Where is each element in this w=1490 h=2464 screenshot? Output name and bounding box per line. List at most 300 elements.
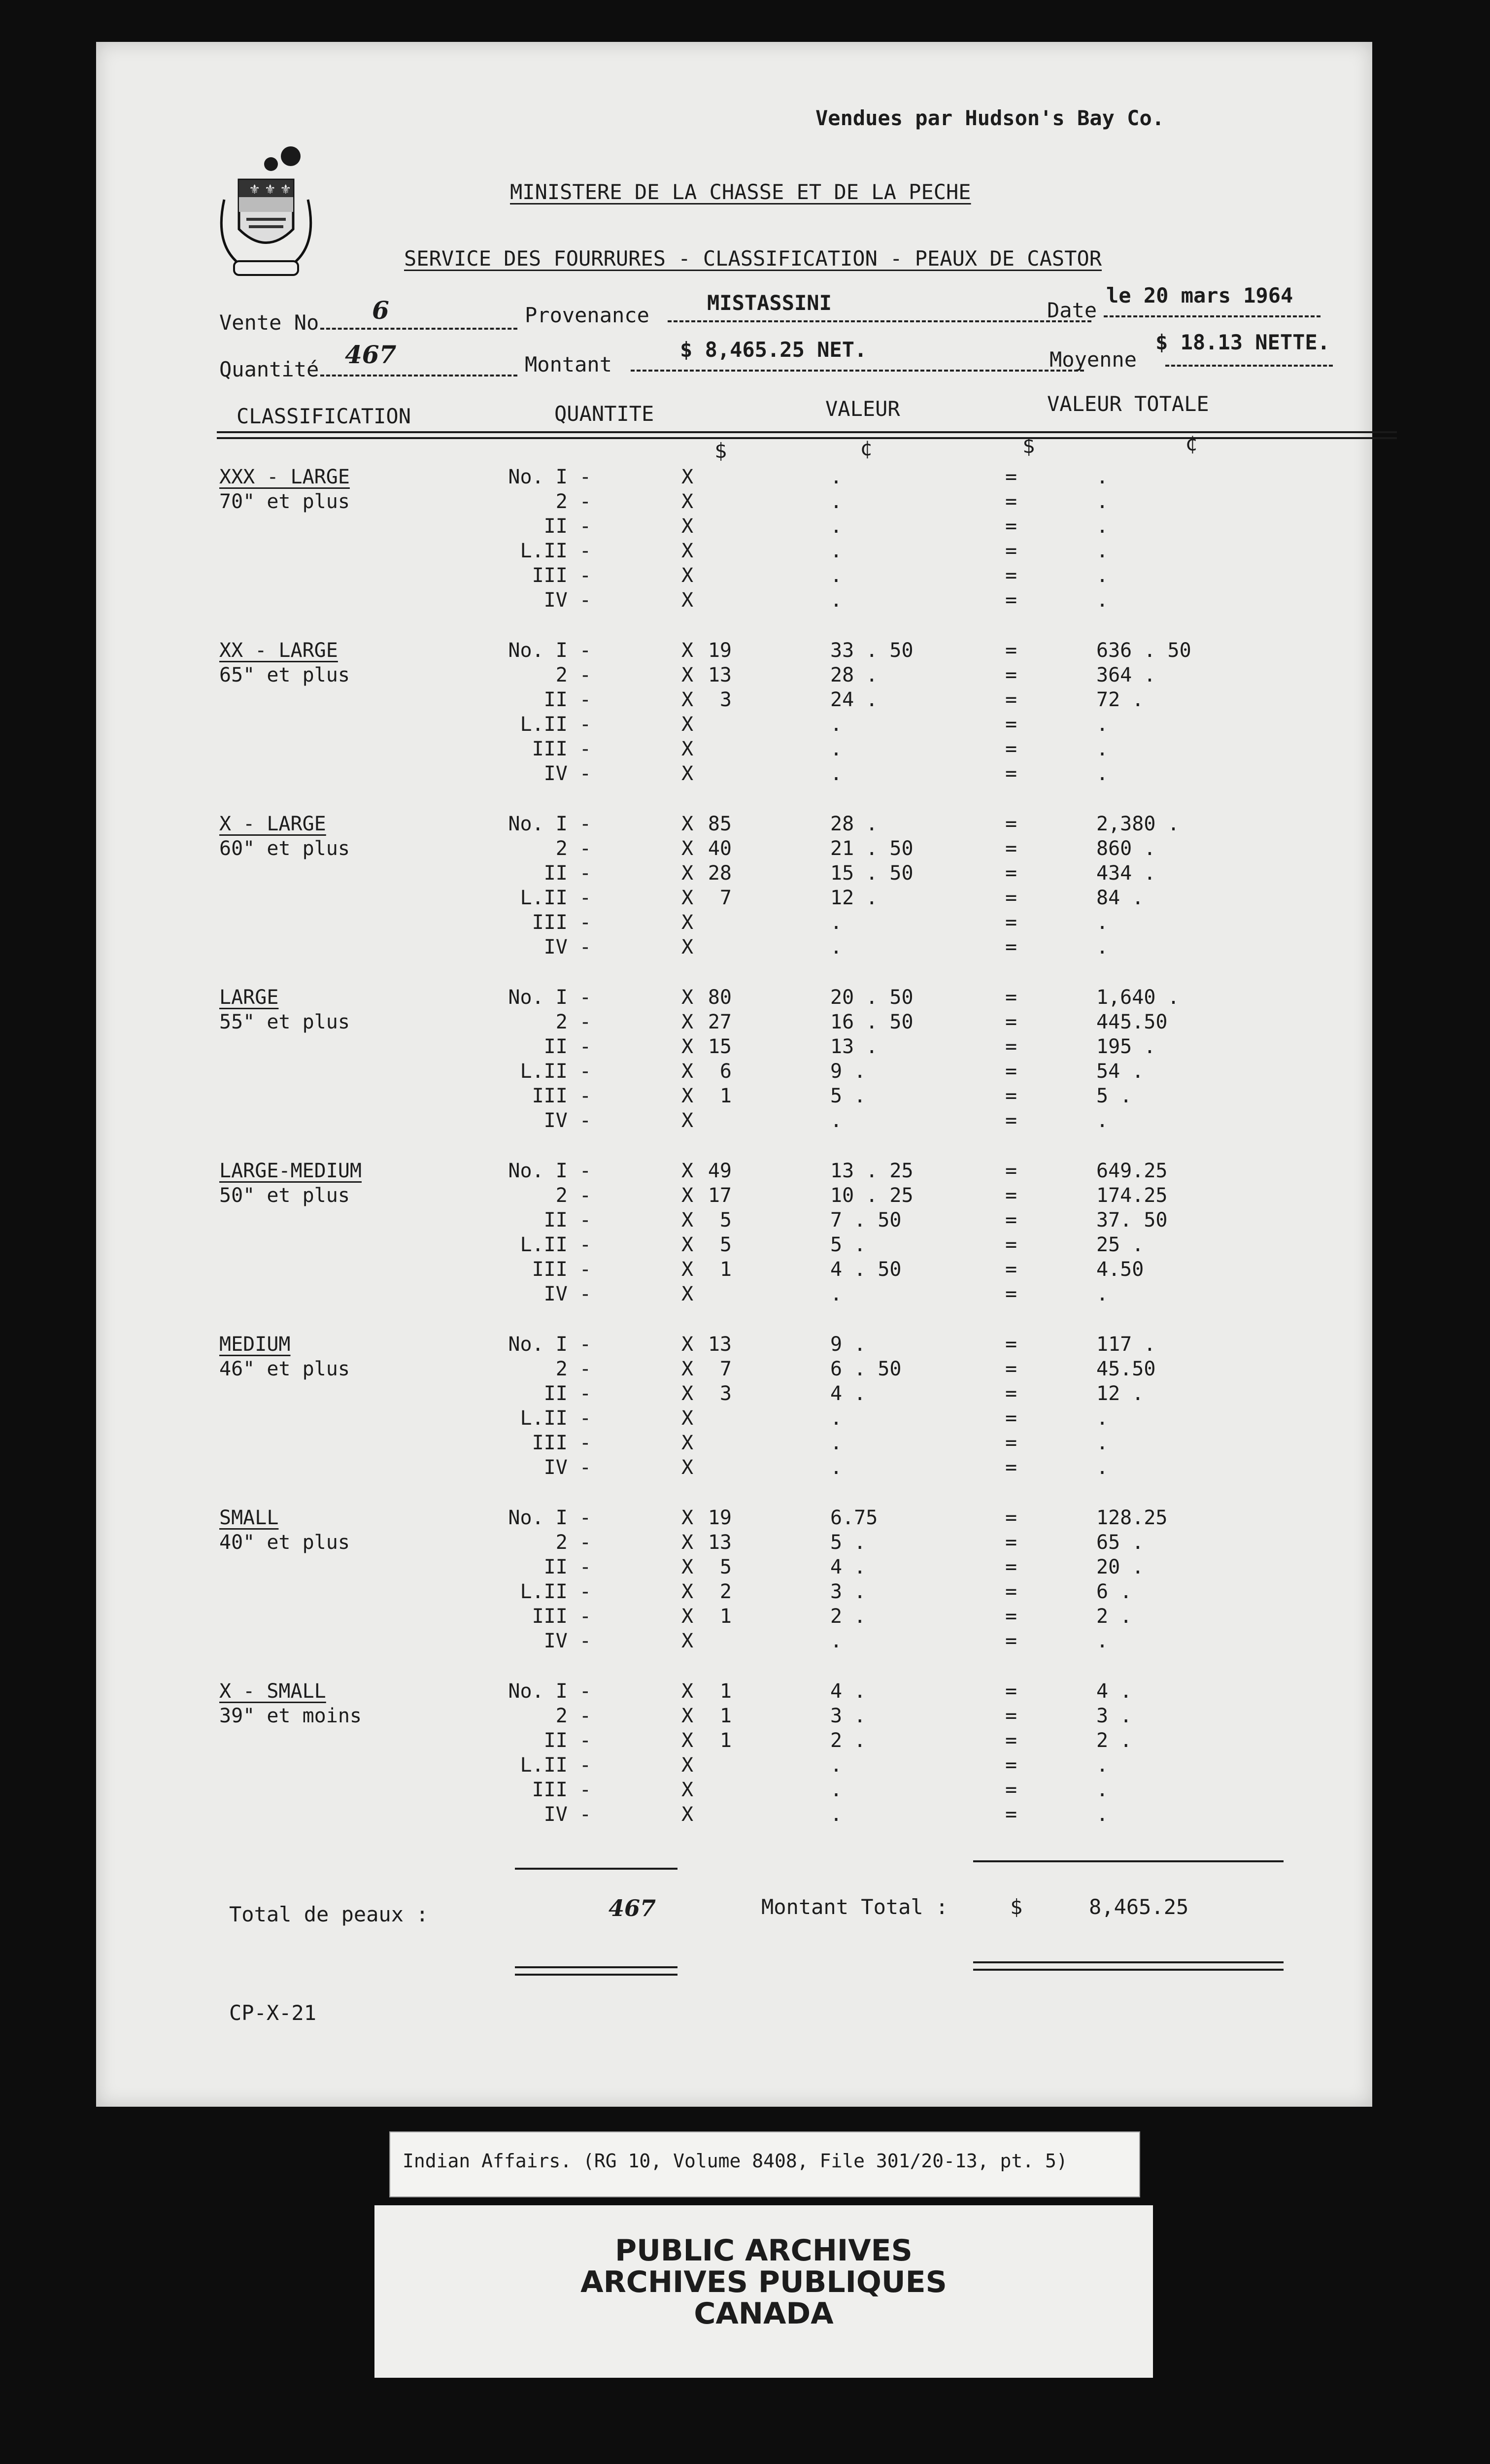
group-size: 39" et moins [219, 1705, 362, 1727]
table-row [96, 1432, 1372, 1456]
grade-cell: No. I - [508, 639, 591, 662]
times-cell: X [681, 639, 694, 662]
table-row [96, 813, 1372, 837]
table-row [96, 1184, 1372, 1209]
times-cell: X [681, 1580, 694, 1603]
amount-sum-rule [973, 1860, 1284, 1862]
grade-cell: II - [543, 1729, 591, 1752]
value-cell: . [830, 490, 843, 513]
total-cell: . [1096, 1754, 1109, 1777]
grade-cell: No. I - [508, 466, 591, 488]
value-cell: . [830, 540, 843, 562]
equals-cell: = [1005, 490, 1017, 513]
group-title: X - LARGE [219, 813, 326, 835]
ministry-title: MINISTERE DE LA CHASSE ET DE LA PECHE [510, 180, 971, 204]
quantity-cell: 80 [708, 986, 732, 1009]
equals-cell: = [1005, 1506, 1017, 1529]
total-cell: 636 . 50 [1096, 639, 1191, 662]
montant-total-label: Montant Total : [761, 1895, 948, 1919]
value-cell: 13 . 25 [830, 1160, 914, 1182]
grade-cell: II - [543, 862, 591, 885]
times-cell: X [681, 490, 694, 513]
grade-cell: 2 - [555, 664, 591, 686]
group-title: LARGE [219, 986, 279, 1009]
table-row [96, 664, 1372, 688]
table-row [96, 515, 1372, 540]
quantity-cell: 19 [708, 639, 732, 662]
value-cell: 20 . 50 [830, 986, 914, 1009]
grade-cell: No. I - [508, 1506, 591, 1529]
reference-label [389, 2131, 1140, 2197]
group-size: 60" et plus [219, 837, 350, 860]
value-cell: 28 . [830, 813, 878, 835]
quantity-cell: 7 [719, 1358, 732, 1380]
svg-text:⚜ ⚜ ⚜: ⚜ ⚜ ⚜ [249, 182, 292, 197]
grade-cell: III - [532, 738, 591, 760]
equals-cell: = [1005, 887, 1017, 909]
value-cell: 4 . [830, 1382, 866, 1405]
total-cell: . [1096, 1779, 1109, 1801]
equals-cell: = [1005, 1060, 1017, 1083]
table-row [96, 1605, 1372, 1630]
table-row [96, 1233, 1372, 1258]
table-row [96, 1011, 1372, 1035]
quantity-cell: 40 [708, 837, 732, 860]
group-title: MEDIUM [219, 1333, 291, 1356]
times-cell: X [681, 1382, 694, 1405]
equals-cell: = [1005, 1705, 1017, 1727]
value-cell: . [830, 1283, 843, 1305]
equals-cell: = [1005, 589, 1017, 612]
value-cell: . [830, 738, 843, 760]
equals-cell: = [1005, 639, 1017, 662]
total-cent-sign: ¢ [1185, 431, 1198, 455]
times-cell: X [681, 1729, 694, 1752]
table-row [96, 589, 1372, 614]
grade-cell: No. I - [508, 986, 591, 1009]
total-cell: 6 . [1096, 1580, 1132, 1603]
quantity-cell: 28 [708, 862, 732, 885]
total-cell: 364 . [1096, 664, 1156, 686]
table-row [96, 490, 1372, 515]
total-cell: 37. 50 [1096, 1209, 1168, 1232]
total-cell: . [1096, 540, 1109, 562]
grade-cell: L.II - [520, 540, 591, 562]
reference-text: Indian Affairs. (RG 10, Volume 8408, File 301/20-13, pt. 5) [403, 2150, 1068, 2172]
grade-cell: II - [543, 1556, 591, 1578]
total-cell: 649.25 [1096, 1160, 1168, 1182]
equals-cell: = [1005, 738, 1017, 760]
times-cell: X [681, 1803, 694, 1826]
table-row [96, 911, 1372, 936]
value-cell: . [830, 762, 843, 785]
times-cell: X [681, 887, 694, 909]
times-cell: X [681, 1011, 694, 1033]
equals-cell: = [1005, 713, 1017, 736]
grade-cell: III - [532, 1258, 591, 1281]
times-cell: X [681, 911, 694, 934]
quantite-value: 467 [345, 340, 397, 369]
total-cell: . [1096, 589, 1109, 612]
equals-cell: = [1005, 762, 1017, 785]
grade-cell: IV - [543, 1803, 591, 1826]
amount-double-rule-1 [973, 1961, 1284, 1963]
grade-cell: 2 - [555, 1358, 591, 1380]
times-cell: X [681, 1209, 694, 1232]
montant-value: $ 8,465.25 NET. [680, 338, 867, 362]
table-row [96, 936, 1372, 960]
quantity-cell: 13 [708, 1333, 732, 1356]
total-cell: 3 . [1096, 1705, 1132, 1727]
table-row [96, 762, 1372, 787]
grade-cell: 2 - [555, 1184, 591, 1207]
moyenne-line [1165, 365, 1333, 367]
quantity-cell: 1 [719, 1605, 732, 1628]
quantity-cell: 5 [719, 1209, 732, 1232]
col-quantite: QUANTITE [554, 402, 654, 426]
group-size: 70" et plus [219, 490, 350, 513]
value-cell: 5 . [830, 1233, 866, 1256]
equals-cell: = [1005, 1109, 1017, 1132]
table-row [96, 1035, 1372, 1060]
quantity-cell: 13 [708, 664, 732, 686]
montant-line [631, 370, 1084, 372]
table-row [96, 1556, 1372, 1580]
value-cell: 33 . 50 [830, 639, 914, 662]
total-cell: . [1096, 762, 1109, 785]
table-row [96, 466, 1372, 490]
value-cell: . [830, 1803, 843, 1826]
table-row [96, 1333, 1372, 1358]
times-cell: X [681, 862, 694, 885]
times-cell: X [681, 664, 694, 686]
value-cell: 4 . 50 [830, 1258, 902, 1281]
table-row [96, 1754, 1372, 1779]
grade-cell: 2 - [555, 1705, 591, 1727]
group-size: 46" et plus [219, 1358, 350, 1380]
value-cell: . [830, 466, 843, 488]
equals-cell: = [1005, 813, 1017, 835]
value-cell: . [830, 713, 843, 736]
equals-cell: = [1005, 1432, 1017, 1454]
total-dollar-sign: $ [1022, 434, 1035, 458]
times-cell: X [681, 1283, 694, 1305]
quantity-cell: 17 [708, 1184, 732, 1207]
equals-cell: = [1005, 1184, 1017, 1207]
total-cell: . [1096, 490, 1109, 513]
grade-cell: No. I - [508, 1333, 591, 1356]
archives-stamp [374, 2205, 1153, 2378]
times-cell: X [681, 1085, 694, 1107]
value-cell: . [830, 1754, 843, 1777]
equals-cell: = [1005, 1630, 1017, 1652]
total-cell: . [1096, 466, 1109, 488]
value-cell: 10 . 25 [830, 1184, 914, 1207]
archives-line-2: ARCHIVES PUBLIQUES [580, 2265, 947, 2299]
equals-cell: = [1005, 911, 1017, 934]
times-cell: X [681, 1035, 694, 1058]
table-row [96, 564, 1372, 589]
value-cell: 5 . [830, 1531, 866, 1554]
grade-cell: IV - [543, 1283, 591, 1305]
grade-cell: No. I - [508, 1680, 591, 1703]
total-cell: 174.25 [1096, 1184, 1168, 1207]
header-rule-2 [217, 437, 1397, 439]
equals-cell: = [1005, 1556, 1017, 1578]
total-cell: . [1096, 936, 1109, 958]
total-cell: 1,640 . [1096, 986, 1180, 1009]
vente-line [320, 328, 517, 330]
equals-cell: = [1005, 564, 1017, 587]
value-cell: 6.75 [830, 1506, 878, 1529]
table-row [96, 887, 1372, 911]
quantity-cell: 19 [708, 1506, 732, 1529]
times-cell: X [681, 1705, 694, 1727]
date-label: Date [1047, 298, 1097, 322]
times-cell: X [681, 837, 694, 860]
times-cell: X [681, 564, 694, 587]
equals-cell: = [1005, 515, 1017, 538]
grade-cell: No. I - [508, 813, 591, 835]
col-classification: CLASSIFICATION [237, 404, 411, 428]
qty-sum-rule [515, 1868, 677, 1870]
group-title: XX - LARGE [219, 639, 338, 662]
table-row [96, 639, 1372, 664]
grade-cell: No. I - [508, 1160, 591, 1182]
equals-cell: = [1005, 1283, 1017, 1305]
equals-cell: = [1005, 1580, 1017, 1603]
table-row [96, 1209, 1372, 1233]
total-cell: . [1096, 515, 1109, 538]
equals-cell: = [1005, 1358, 1017, 1380]
times-cell: X [681, 1754, 694, 1777]
qty-double-rule-2 [515, 1974, 677, 1976]
times-cell: X [681, 1407, 694, 1430]
total-cell: 45.50 [1096, 1358, 1156, 1380]
quantity-cell: 7 [719, 887, 732, 909]
times-cell: X [681, 1358, 694, 1380]
times-cell: X [681, 1456, 694, 1479]
times-cell: X [681, 589, 694, 612]
quantite-line [320, 375, 517, 376]
equals-cell: = [1005, 1407, 1017, 1430]
total-cell: 72 . [1096, 688, 1144, 711]
times-cell: X [681, 1680, 694, 1703]
group-title: SMALL [219, 1506, 279, 1529]
total-cell: . [1096, 911, 1109, 934]
service-title: SERVICE DES FOURRURES - CLASSIFICATION - PEAUX DE CASTOR [404, 246, 1102, 271]
equals-cell: = [1005, 936, 1017, 958]
equals-cell: = [1005, 1085, 1017, 1107]
equals-cell: = [1005, 688, 1017, 711]
times-cell: X [681, 1605, 694, 1628]
equals-cell: = [1005, 986, 1017, 1009]
table-row [96, 1630, 1372, 1654]
table-row [96, 1803, 1372, 1828]
times-cell: X [681, 1779, 694, 1801]
equals-cell: = [1005, 1382, 1017, 1405]
times-cell: X [681, 466, 694, 488]
equals-cell: = [1005, 1160, 1017, 1182]
grade-cell: III - [532, 1085, 591, 1107]
quantity-cell: 1 [719, 1085, 732, 1107]
times-cell: X [681, 936, 694, 958]
equals-cell: = [1005, 1011, 1017, 1033]
coat-of-arms-icon [209, 145, 323, 288]
group-size: 40" et plus [219, 1531, 350, 1554]
table-row [96, 540, 1372, 564]
times-cell: X [681, 1160, 694, 1182]
total-cell: . [1096, 564, 1109, 587]
table-row [96, 837, 1372, 862]
times-cell: X [681, 1060, 694, 1083]
equals-cell: = [1005, 1605, 1017, 1628]
grade-cell: IV - [543, 936, 591, 958]
quantity-cell: 3 [719, 1382, 732, 1405]
value-cell: 28 . [830, 664, 878, 686]
grade-cell: IV - [543, 1630, 591, 1652]
grade-cell: II - [543, 1209, 591, 1232]
equals-cell: = [1005, 1531, 1017, 1554]
amount-double-rule-2 [973, 1969, 1284, 1971]
equals-cell: = [1005, 1233, 1017, 1256]
table-row [96, 1258, 1372, 1283]
value-cell: . [830, 911, 843, 934]
col-valeur: VALEUR [825, 397, 900, 421]
value-cell: 13 . [830, 1035, 878, 1058]
times-cell: X [681, 540, 694, 562]
equals-cell: = [1005, 1729, 1017, 1752]
total-cell: 2 . [1096, 1729, 1132, 1752]
total-cell: 4 . [1096, 1680, 1132, 1703]
grade-cell: 2 - [555, 1531, 591, 1554]
quantity-cell: 85 [708, 813, 732, 835]
times-cell: X [681, 1333, 694, 1356]
montant-total-value: 8,465.25 [1089, 1895, 1189, 1919]
quantity-cell: 5 [719, 1556, 732, 1578]
equals-cell: = [1005, 1680, 1017, 1703]
total-cell: 4.50 [1096, 1258, 1144, 1281]
total-cell: 445.50 [1096, 1011, 1168, 1033]
moyenne-label: Moyenne [1050, 347, 1137, 372]
grade-cell: III - [532, 1779, 591, 1801]
value-cell: 12 . [830, 887, 878, 909]
group-title: LARGE-MEDIUM [219, 1160, 362, 1182]
value-cell: 3 . [830, 1705, 866, 1727]
quantity-cell: 15 [708, 1035, 732, 1058]
grade-cell: L.II - [520, 887, 591, 909]
total-peaux-label: Total de peaux : [229, 1902, 429, 1926]
group-size: 65" et plus [219, 664, 350, 686]
value-cell: . [830, 1407, 843, 1430]
equals-cell: = [1005, 1209, 1017, 1232]
table-row [96, 713, 1372, 738]
value-cell: 3 . [830, 1580, 866, 1603]
value-cell: . [830, 589, 843, 612]
value-cell: . [830, 1779, 843, 1801]
vente-label: Vente No [219, 310, 319, 335]
value-cell: 21 . 50 [830, 837, 914, 860]
value-cell: . [830, 1109, 843, 1132]
vendor-note: Vendues par Hudson's Bay Co. [815, 106, 1165, 130]
total-cell: . [1096, 1803, 1109, 1826]
grade-cell: L.II - [520, 1233, 591, 1256]
times-cell: X [681, 688, 694, 711]
quantity-cell: 2 [719, 1580, 732, 1603]
total-cell: 25 . [1096, 1233, 1144, 1256]
table-row [96, 1680, 1372, 1705]
total-cell: 860 . [1096, 837, 1156, 860]
times-cell: X [681, 1184, 694, 1207]
value-cell: 2 . [830, 1729, 866, 1752]
grade-cell: II - [543, 515, 591, 538]
equals-cell: = [1005, 1754, 1017, 1777]
provenance-line [668, 320, 1091, 322]
group-size: 55" et plus [219, 1011, 350, 1033]
grade-cell: 2 - [555, 837, 591, 860]
quantity-cell: 5 [719, 1233, 732, 1256]
total-cell: 117 . [1096, 1333, 1156, 1356]
equals-cell: = [1005, 540, 1017, 562]
value-cell: . [830, 564, 843, 587]
total-cell: 195 . [1096, 1035, 1156, 1058]
total-cell: 20 . [1096, 1556, 1144, 1578]
total-cell: 54 . [1096, 1060, 1144, 1083]
qty-double-rule-1 [515, 1966, 677, 1968]
grade-cell: 2 - [555, 1011, 591, 1033]
total-cell: . [1096, 1432, 1109, 1454]
table-row [96, 1729, 1372, 1754]
quantity-cell: 1 [719, 1729, 732, 1752]
total-cell: 128.25 [1096, 1506, 1168, 1529]
times-cell: X [681, 713, 694, 736]
grade-cell: IV - [543, 589, 591, 612]
moyenne-value: $ 18.13 NETTE. [1155, 330, 1330, 354]
value-cell: 9 . [830, 1333, 866, 1356]
equals-cell: = [1005, 1333, 1017, 1356]
times-cell: X [681, 1506, 694, 1529]
group-title: XXX - LARGE [219, 466, 350, 488]
total-cell: . [1096, 1456, 1109, 1479]
value-cell: 2 . [830, 1605, 866, 1628]
montant-label: Montant [525, 352, 612, 376]
grade-cell: III - [532, 1605, 591, 1628]
grade-cell: II - [543, 688, 591, 711]
total-cell: . [1096, 1630, 1109, 1652]
vente-value: 6 [372, 296, 389, 325]
total-cell: 84 . [1096, 887, 1144, 909]
value-cell: 24 . [830, 688, 878, 711]
times-cell: X [681, 1258, 694, 1281]
times-cell: X [681, 1233, 694, 1256]
quantity-cell: 3 [719, 688, 732, 711]
equals-cell: = [1005, 1803, 1017, 1826]
form-code: CP-X-21 [229, 2001, 317, 2025]
archives-line-3: CANADA [694, 2296, 834, 2331]
table-row [96, 1060, 1372, 1085]
provenance-label: Provenance [525, 303, 649, 327]
total-cell: 12 . [1096, 1382, 1144, 1405]
total-cell: 65 . [1096, 1531, 1144, 1554]
times-cell: X [681, 1432, 694, 1454]
grade-cell: IV - [543, 762, 591, 785]
times-cell: X [681, 1630, 694, 1652]
quantity-cell: 1 [719, 1680, 732, 1703]
times-cell: X [681, 1109, 694, 1132]
total-cell: . [1096, 1407, 1109, 1430]
table-row [96, 1085, 1372, 1109]
table-row [96, 1705, 1372, 1729]
